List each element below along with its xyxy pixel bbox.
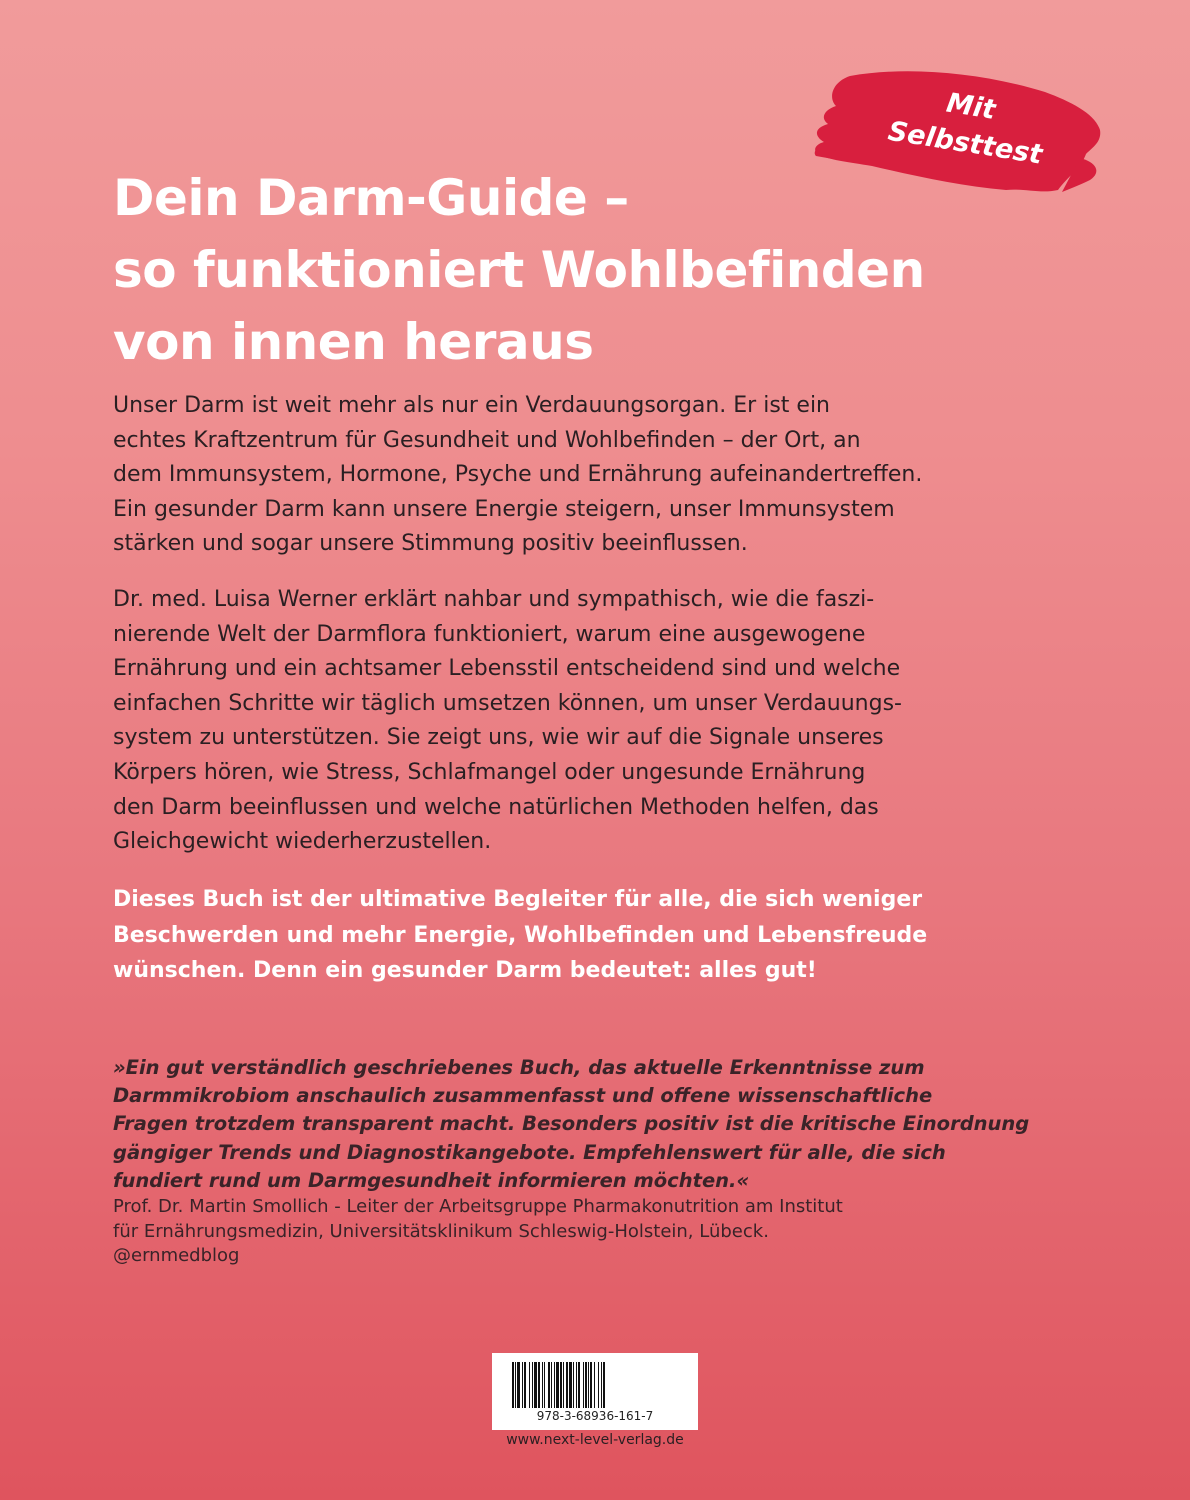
quote-line: fundiert rund um Darmgesundheit informieren möchten.« <box>113 1168 750 1192</box>
text-line: Ernährung und ein achtsamer Lebensstil entscheidend sind und welche <box>113 656 901 682</box>
author-paragraph <box>113 583 1088 860</box>
text-line: nierende Welt der Darmflora funktioniert, warum eine ausgewogene <box>113 621 866 647</box>
text-line: Ein gesunder Darm kann unsere Energie steigern, unser Immunsystem <box>113 496 895 522</box>
text-line: wünschen. Denn ein gesunder Darm bedeutet: alles gut! <box>113 958 817 983</box>
title-line: so funktioniert Wohlbefinden <box>113 241 925 299</box>
badge-line-1: Mit <box>944 87 998 126</box>
page-title <box>113 162 1113 378</box>
text-line: den Darm beeinflussen und welche natürlichen Methoden helfen, das <box>113 794 879 820</box>
text-line: system zu unterstützen. Sie zeigt uns, wie wir auf die Signale unseres <box>113 725 884 751</box>
review-quote <box>113 1054 1088 1195</box>
quote-attribution <box>113 1195 1088 1269</box>
text-line: Gleichgewicht wiederherzustellen. <box>113 829 492 855</box>
highlight-paragraph <box>113 882 1088 989</box>
text-line: Unser Darm ist weit mehr als nur ein Verdauungsorgan. Er ist ein <box>113 393 830 418</box>
isbn-barcode <box>492 1353 698 1430</box>
attribution-line: Prof. Dr. Martin Smollich - Leiter der Arbeitsgruppe Pharmakonutrition am Institut <box>113 1196 843 1217</box>
quote-line: Darmmikrobiom anschaulich zusammenfasst und offene wissenschaftliche <box>113 1084 933 1108</box>
barcode-bars <box>510 1362 680 1408</box>
text-line: echtes Kraftzentrum für Gesundheit und Wohlbefinden – der Ort, an <box>113 427 861 453</box>
title-line: Dein Darm-Guide – <box>113 169 629 227</box>
attribution-line: für Ernährungsmedizin, Universitätsklinikum Schleswig-Holstein, Lübeck. <box>113 1220 769 1242</box>
text-line: einfachen Schritte wir täglich umsetzen können, um unser Verdauungs- <box>113 690 902 716</box>
badge-line-2: Selbsttest <box>885 115 1045 171</box>
quote-line: gängiger Trends und Diagnostikangebote. Empfehlenswert für alle, die sich <box>113 1140 946 1164</box>
isbn-number: 978-3-68936-161-7 <box>536 1409 654 1423</box>
attribution-line: @ernmedblog <box>113 1245 240 1266</box>
publisher-website: www.next-level-verlag.de <box>506 1432 684 1448</box>
text-line: dem Immunsystem, Hormone, Psyche und Ernährung aufeinandertreffen. <box>113 462 923 488</box>
text-line: Beschwerden und mehr Energie, Wohlbefinden und Lebensfreude <box>113 922 928 948</box>
intro-paragraph <box>113 389 1088 562</box>
title-line: von innen heraus <box>113 313 594 371</box>
text-line: Körpers hören, wie Stress, Schlafmangel oder ungesunde Ernährung <box>113 759 866 785</box>
quote-line: »Ein gut verständlich geschriebenes Buch, das aktuelle Erkenntnisse zum <box>113 1056 925 1079</box>
text-line: Dieses Buch ist der ultimative Begleiter für alle, die sich weniger <box>113 887 923 912</box>
quote-line: Fragen trotzdem transparent macht. Besonders positiv ist die kritische Einordnung <box>113 1112 1030 1136</box>
text-line: stärken und sogar unsere Stimmung positiv beeinflussen. <box>113 531 748 557</box>
text-line: Dr. med. Luisa Werner erklärt nahbar und sympathisch, wie die faszi- <box>113 587 875 612</box>
